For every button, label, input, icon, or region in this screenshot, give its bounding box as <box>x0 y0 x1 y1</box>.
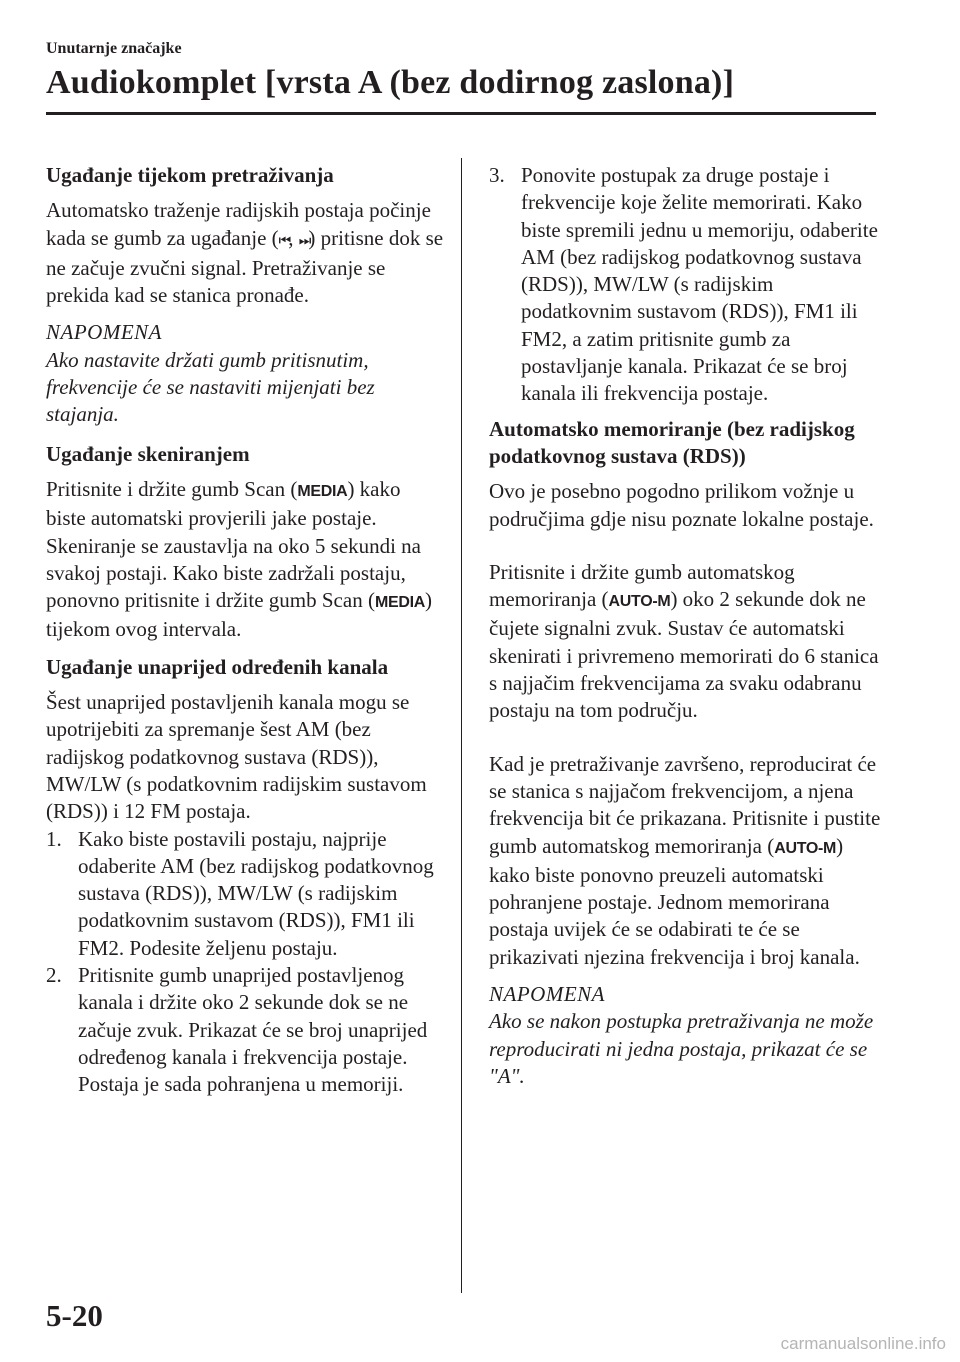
media-button-icon: MEDIA <box>297 482 348 500</box>
section-label: Unutarnje značajke <box>46 40 182 57</box>
auto-memory-instructions: Pritisnite i držite gumb automatskog memoriranja (AUTO-M) oko 2 sekunde dok ne čujete signalni zvuk. Sustav će automatski skenirati i privremeno memorirati do 6 stanica s najjačim frekvencijama za svaku odabranu postaju na tom području. <box>489 559 879 723</box>
note-text: Ako nastavite držati gumb pritisnutim, frekvencije će se nastaviti mijenjati bez stajanja. <box>46 347 375 427</box>
page-title: Audiokomplet [vrsta A (bez dodirnog zaslona)] <box>46 64 735 101</box>
watermark: carmanualsonline.info <box>780 1334 946 1353</box>
auto-m-button-icon: AUTO-M <box>774 839 837 857</box>
list-item: 3. Ponovite postupak za druge postaje i frekvencije koje želite memorirati. Kako biste spremili jednu u memoriju, odaberite AM (bez radijskog podatkovnog sustava (RDS)), MW/LW (s radijskim podatkovnim sustavom (RDS)), FM1 ili FM2, a zatim pritisnite gumb za postavljanje kanala. Prikazat će se broj kanala ili frekvencija postaje. <box>489 163 878 406</box>
auto-memory-heading: Automatsko memoriranje (bez radijskog podatkovnog sustava (RDS)) <box>489 416 855 468</box>
note-text: Ako se nakon postupka pretraživanja ne može reproducirati ni jedna postaja, prikazat će se "A". <box>489 1009 874 1088</box>
seek-heading: Ugađanje tijekom pretraživanja <box>46 163 334 187</box>
left-column <box>46 162 444 1099</box>
page-number: 5-20 <box>46 1298 103 1333</box>
preset-steps <box>46 826 444 1099</box>
preset-paragraph: Šest unaprijed postavljenih kanala mogu se upotrijebiti za spremanje šest AM (bez radijskog podatkovnog sustava (RDS)), MW/LW (s podatkovnim radijskim sustavom (RDS)) i 12 FM postaja. <box>46 690 427 824</box>
preset-steps-continued <box>489 162 881 408</box>
right-column <box>489 162 881 1102</box>
media-button-icon: MEDIA <box>374 594 426 612</box>
auto-m-button-icon: AUTO-M <box>608 593 671 611</box>
preset-heading: Ugađanje unaprijed određenih kanala <box>46 654 389 679</box>
column-divider <box>461 158 462 1293</box>
note-label: NAPOMENA <box>489 982 605 1007</box>
scan-paragraph: Pritisnite i držite gumb Scan (MEDIA) kako biste automatski provjerili jake postaje. Skeniranje se zaustavlja na oko 5 sekundi na svakoj postaji. Kako biste zadržali postaju, ponovno pritisnite i držite gumb Scan (MEDIA) tijekom ovog intervala. <box>46 476 433 642</box>
auto-memory-paragraph: Ovo je posebno pogodno prilikom vožnje u područjima gdje nisu poznate lokalne postaje. <box>489 479 874 531</box>
seek-up-icon: ⏭ <box>298 232 309 249</box>
note-label: NAPOMENA <box>46 320 162 345</box>
scan-heading: Ugađanje skeniranjem <box>46 441 250 466</box>
list-item: 1. Kako biste postavili postaju, najprije odaberite AM (bez radijskog podatkovnog sustava (RDS)), MW/LW (s radijskim podatkovnim sustavom (RDS)), FM1 ili FM2. Podesite željenu postaju. <box>46 826 434 960</box>
auto-memory-result: Kad je pretraživanje završeno, reproducirat će se stanica s najjačom frekvencijom, a njena frekvencija bit će prikazana. Pritisnite i pustite gumb automatskog memoriranja (AUTO-M) kako biste ponovno preuzeli automatski pohranjene postaje. Jednom memorirana postaja uvijek će se odabirati te će se prikazivati njezina frekvencija i broj kanala. <box>489 751 881 969</box>
list-item: 2. Pritisnite gumb unaprijed postavljenog kanala i držite oko 2 sekunde dok se ne začuje zvuk. Prikazat će se broj unaprijed određenog kanala i frekvencija postaje. Postaja je sada pohranjena u memoriji. <box>46 963 428 1097</box>
title-rule <box>46 112 876 115</box>
seek-down-icon: ⏮ <box>278 232 289 249</box>
seek-paragraph: Automatsko traženje radijskih postaja počinje kada se gumb za ugađanje (⏮, ⏭) pritisne dok se ne začuje zvučni signal. Pretraživanje se prekida kad se stanica pronađe. <box>46 198 444 308</box>
